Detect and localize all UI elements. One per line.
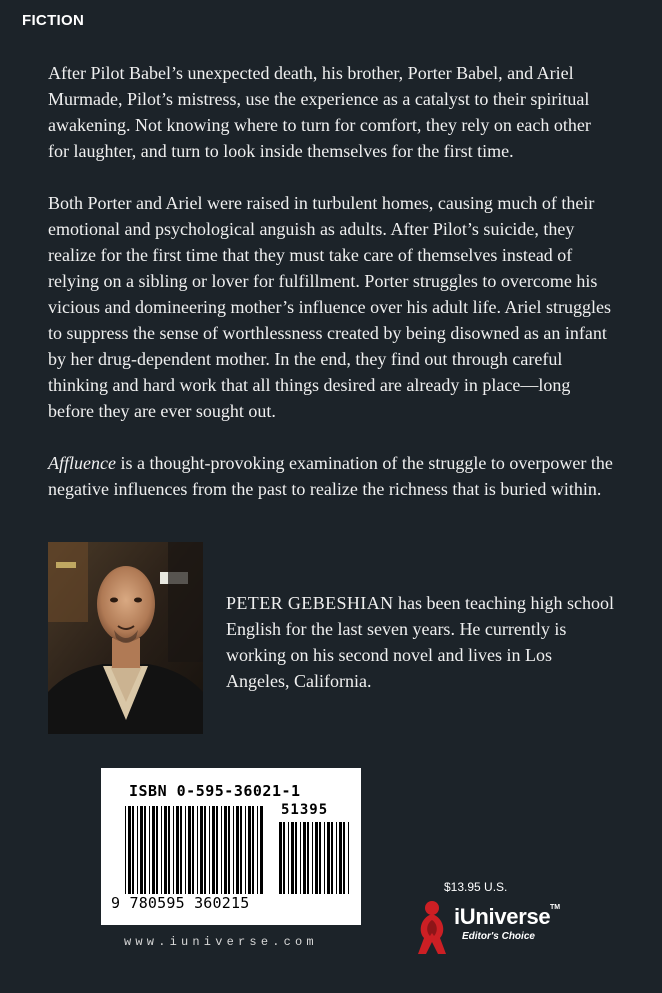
barcode-bar	[161, 806, 162, 894]
barcode-bar	[240, 806, 242, 894]
barcode-bar	[125, 806, 126, 894]
barcode-bar	[200, 806, 203, 894]
barcode-bar	[319, 822, 321, 894]
genre-label: FICTION	[22, 12, 85, 29]
barcode-bar	[180, 806, 182, 894]
barcode-bar	[343, 822, 345, 894]
isbn-text: ISBN 0-595-36021-1	[129, 782, 301, 800]
barcode-bar	[185, 806, 186, 894]
barcode-bar	[236, 806, 239, 894]
barcode-bar	[260, 806, 263, 894]
author-name: PETER GEBESHIAN	[226, 593, 394, 613]
barcode-bar	[315, 822, 318, 894]
barcode-bar	[228, 806, 230, 894]
barcode-bar	[192, 806, 194, 894]
barcode-bar	[245, 806, 246, 894]
barcode-bar	[173, 806, 174, 894]
price-code-text: 51395	[281, 802, 329, 818]
barcode-bar	[327, 822, 330, 894]
barcode-bar	[204, 806, 206, 894]
price-label: $13.95 U.S.	[444, 880, 508, 894]
description-paragraph-3-text: is a thought-provoking examination of the struggle to overpower the negative influences from the past to realize the richness that is buried within.	[48, 453, 613, 499]
barcode-bar	[176, 806, 179, 894]
description-paragraph-3	[48, 450, 616, 502]
publisher-logo	[414, 898, 564, 956]
barcode-bar	[212, 806, 215, 894]
trademark-mark: TM	[550, 904, 561, 911]
description-paragraph-1: After Pilot Babel’s unexpected death, his brother, Porter Babel, and Ariel Murmade, Pilot’s mistress, use the experience as a catalyst to their spiritual awakening. Not knowing where to turn for comfort, they rely on each other for laughter, and turn to look inside themselves for the first time.	[48, 63, 591, 161]
barcode-bar	[279, 822, 282, 894]
barcode-bar	[348, 822, 349, 894]
barcode-bar	[283, 822, 285, 894]
barcode-bar	[336, 822, 337, 894]
barcode-bar	[312, 822, 313, 894]
barcode-bar	[149, 806, 150, 894]
barcode-bar	[168, 806, 170, 894]
barcode-bar	[224, 806, 227, 894]
barcode-bar	[331, 822, 333, 894]
barcode-bar	[132, 806, 134, 894]
barcode-bar	[307, 822, 309, 894]
barcode-bar	[152, 806, 155, 894]
ean-digits-text: 9 780595 360215	[111, 894, 250, 912]
barcode-bar	[233, 806, 234, 894]
ribbon-person-icon	[414, 898, 454, 956]
barcode-bar	[339, 822, 342, 894]
barcode-bar	[128, 806, 131, 894]
author-bio	[226, 590, 618, 694]
barcode-bar	[300, 822, 301, 894]
barcode-bar	[164, 806, 167, 894]
barcode-bar	[303, 822, 306, 894]
barcode-bar	[188, 806, 191, 894]
barcode-bar	[221, 806, 222, 894]
description-paragraph-2: Both Porter and Ariel were raised in turbulent homes, causing much of their emotional and psychological anguish as adults. After Pilot’s suicide, they realize for the first time that they must take care of themselves instead of relying on a sibling or lover for fulfillment. Porter struggles to overcome his vicious and domineering mother’s influence over his adult life. Ariel struggles to suppress the sense of worthlessness created by being disowned as an infant by her drug-dependent mother. In the end, they find out through careful thinking and hard work that all things desired are already in place—long before they are ever sought out.	[48, 193, 612, 421]
author-photo	[48, 542, 203, 734]
barcode-bar	[137, 806, 138, 894]
author-bio-text: has been teaching high school English for the last seven years. He currently is working on his second novel and lives in Los Angeles, California.	[226, 593, 614, 691]
barcode-bar	[140, 806, 143, 894]
barcode-label	[101, 768, 361, 925]
author-photo-image	[48, 542, 203, 734]
barcode-bar	[197, 806, 198, 894]
barcode-bar	[324, 822, 325, 894]
barcode-bar	[257, 806, 258, 894]
book-description	[48, 60, 616, 502]
barcode-bar	[295, 822, 297, 894]
barcode-bar	[291, 822, 294, 894]
barcode-bar	[209, 806, 210, 894]
barcode-bar	[156, 806, 158, 894]
barcode-bar	[252, 806, 254, 894]
barcode-bar	[216, 806, 218, 894]
website-url: www.iuniverse.com	[124, 935, 318, 949]
book-title-italic: Affluence	[48, 453, 116, 473]
barcode-bar	[248, 806, 251, 894]
barcode-bar	[144, 806, 146, 894]
publisher-tagline: Editor's Choice	[462, 931, 535, 942]
barcode-bar	[288, 822, 289, 894]
publisher-name: iUniverse	[454, 904, 551, 929]
